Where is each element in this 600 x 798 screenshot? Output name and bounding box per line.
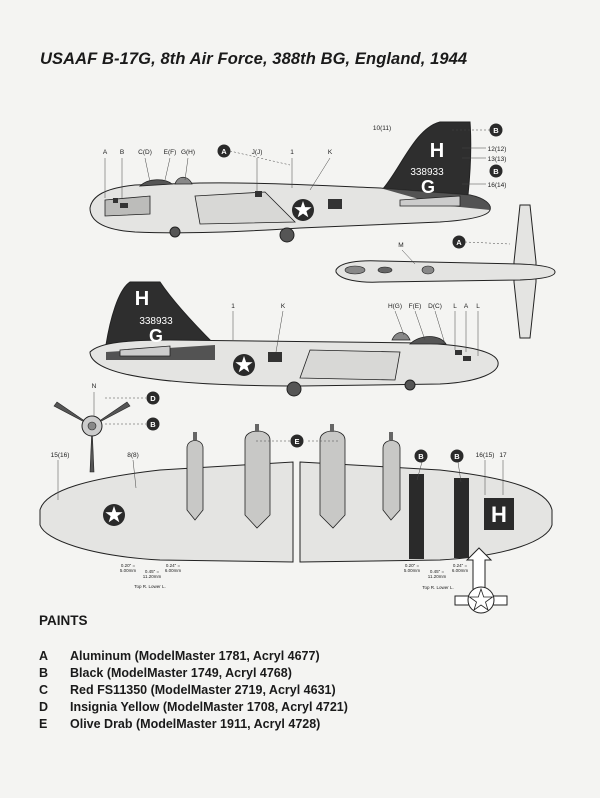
- insignia-detail: [455, 587, 507, 613]
- svg-text:11.20mm: 11.20mm: [427, 574, 447, 579]
- svg-text:B: B: [493, 126, 499, 135]
- fin-letter-left: G: [420, 177, 436, 197]
- callout-16-14: 16(14): [487, 182, 507, 189]
- svg-text:5.00mm: 5.00mm: [119, 568, 137, 573]
- tail-serial-left: 338933: [410, 167, 444, 178]
- svg-text:A: A: [456, 238, 462, 247]
- paint-name: Aluminum (ModelMaster 1781, Acryl 4677): [70, 649, 320, 663]
- callout-a: A: [102, 149, 108, 156]
- side-view-right: [90, 282, 498, 396]
- callout-b: B: [119, 149, 125, 156]
- callout-17: 17: [499, 452, 507, 459]
- wing-letter: H: [491, 502, 507, 527]
- callout-l: L: [453, 303, 457, 310]
- paint-name: Black (ModelMaster 1749, Acryl 4768): [70, 666, 292, 680]
- svg-text:B: B: [493, 167, 499, 176]
- callout-k: K: [280, 303, 286, 310]
- paint-list: [39, 648, 348, 733]
- svg-text:11.20mm: 11.20mm: [142, 574, 162, 579]
- paint-code: D: [39, 700, 49, 714]
- svg-text:B: B: [150, 420, 156, 429]
- callout-j-j: J(J): [251, 149, 263, 156]
- callout-8-8: 8(8): [127, 452, 139, 459]
- callout-a: A: [463, 303, 469, 310]
- paint-name: Olive Drab (ModelMaster 1911, Acryl 4728): [70, 717, 321, 731]
- wing-stripe-2: [454, 478, 469, 558]
- roundel-side-right: [233, 354, 255, 376]
- callout-l: L: [476, 303, 480, 310]
- svg-text:Top R. Lower L.: Top R. Lower L.: [422, 585, 454, 590]
- paint-code: C: [39, 683, 49, 697]
- paint-code: E: [39, 717, 48, 731]
- callout-d-c: D(C): [428, 303, 442, 310]
- paint-row: [39, 648, 348, 665]
- propeller-view: [54, 383, 160, 472]
- svg-text:B: B: [418, 452, 424, 461]
- callout-1: 1: [231, 303, 235, 310]
- callout-g-h: G(H): [180, 149, 196, 156]
- paint-row: [39, 716, 348, 733]
- paints-heading: PAINTS: [39, 613, 88, 628]
- svg-text:A: A: [221, 147, 227, 156]
- svg-text:B: B: [454, 452, 460, 461]
- callout-m: M: [398, 242, 404, 249]
- callout-f-e: F(E): [408, 303, 422, 310]
- svg-text:0.45" =: 0.45" =: [144, 569, 160, 574]
- fuselage-right: [90, 340, 498, 386]
- svg-text:0.20" =: 0.20" =: [120, 563, 136, 568]
- propeller: [54, 402, 130, 472]
- svg-text:0.45" =: 0.45" =: [429, 569, 445, 574]
- callout-1: 1: [290, 149, 294, 156]
- wing-left: [40, 424, 293, 589]
- paint-row: [39, 665, 348, 682]
- wing-stripe-1: [409, 474, 424, 559]
- paint-name: Red FS11350 (ModelMaster 2719, Acryl 4631): [70, 683, 336, 697]
- callout-c-d: C(D): [138, 149, 152, 156]
- fin-letter-right: G: [148, 326, 164, 346]
- callout-12-12: 12(12): [487, 146, 507, 153]
- svg-text:D: D: [150, 394, 156, 403]
- svg-text:5.00mm: 5.00mm: [403, 568, 421, 573]
- callout-10-11: 10(11): [372, 125, 392, 132]
- paint-name: Insignia Yellow (ModelMaster 1708, Acryl 4721): [70, 700, 348, 714]
- fuselage-top: [336, 261, 555, 282]
- svg-text:0.20" =: 0.20" =: [404, 563, 420, 568]
- svg-text:Top R. Lower L.: Top R. Lower L.: [134, 584, 166, 589]
- paint-row: [39, 699, 348, 716]
- roundel-side-left: [292, 199, 314, 221]
- svg-text:0.24" =: 0.24" =: [452, 563, 468, 568]
- svg-text:6.00mm: 6.00mm: [451, 568, 469, 573]
- callout-16-15: 16(15): [475, 452, 495, 459]
- sheet-title: USAAF B-17G, 8th Air Force, 388th BG, England, 1944: [40, 50, 468, 68]
- svg-text:E: E: [294, 437, 300, 446]
- tail-serial-right: 338933: [139, 316, 173, 327]
- svg-text:6.00mm: 6.00mm: [164, 568, 182, 573]
- tail-letter-right: H: [134, 288, 150, 310]
- callout-13-13: 13(13): [487, 156, 507, 163]
- callout-e-f: E(F): [163, 149, 177, 156]
- paint-code: B: [39, 666, 49, 680]
- paint-row: [39, 682, 348, 699]
- callout-h-g: H(G): [387, 303, 403, 310]
- callout-n: N: [91, 383, 97, 390]
- callout-k: K: [327, 149, 333, 156]
- paint-code: A: [39, 649, 49, 663]
- side-view-left: [90, 122, 506, 242]
- tail-letter-left: H: [429, 140, 445, 162]
- callout-15-16: 15(16): [50, 452, 70, 459]
- svg-text:0.24" =: 0.24" =: [165, 563, 181, 568]
